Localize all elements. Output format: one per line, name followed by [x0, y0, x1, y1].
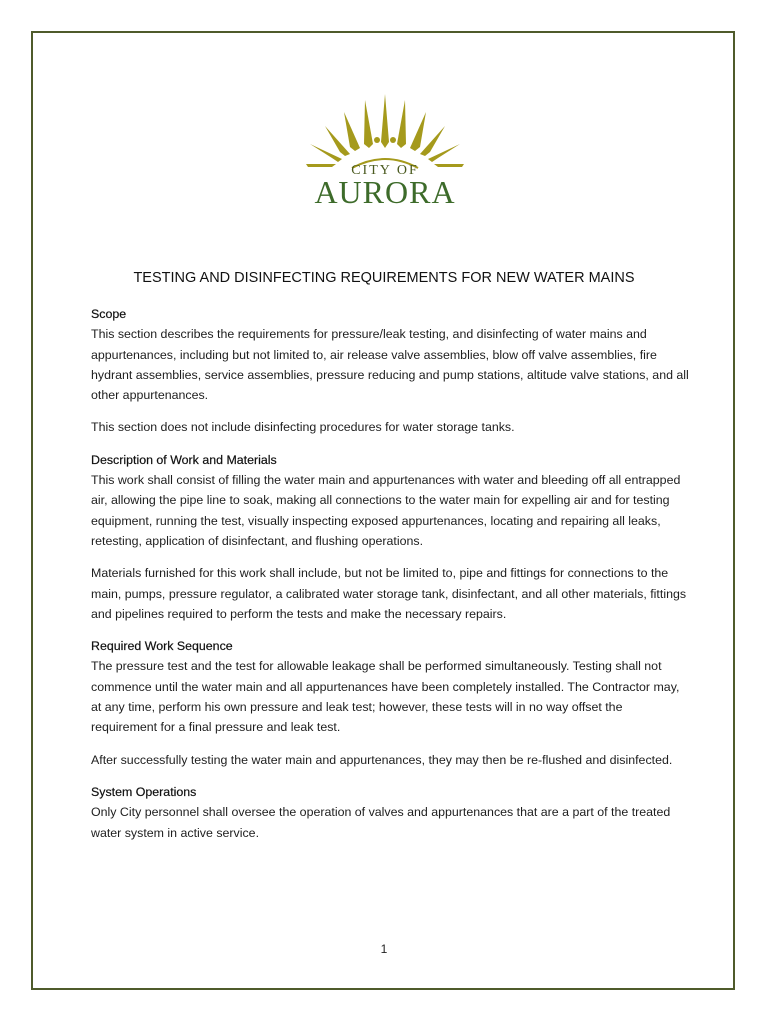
paragraph: The pressure test and the test for allowable leakage shall be performed simultaneously. Testing shall not commence until the water main and all appurtenances have been completely installed. The Contractor may, at any time, perform his own pressure and leak test; however, these tests will in no way offset the requirement for a final pressure and leak test.	[91, 659, 680, 735]
section-heading: System Operations	[91, 784, 197, 799]
section-description-of-work	[91, 450, 691, 624]
paragraph: Materials furnished for this work shall include, but not be limited to, pipe and fittings for connections to the main, pumps, pressure regulator, a calibrated water storage tank, disinfectant, and all other materials, fittings and pipelines required to perform the tests and make the necessary repairs.	[91, 566, 687, 621]
section-required-work-sequence	[91, 636, 691, 770]
sunburst-icon	[292, 92, 478, 172]
document-title: TESTING AND DISINFECTING REQUIREMENTS FOR NEW WATER MAINS	[133, 270, 635, 286]
section-system-operations	[91, 782, 691, 843]
paragraph: This work shall consist of filling the water main and appurtenances with water and bleeding off all entrapped air, allowing the pipe line to soak, making all connections to the water main for expelling air and for testing equipment, running the test, visually inspecting exposed appurtenances, locating and repairing all leaks, retesting, application of disinfectant, and flushing operations.	[91, 473, 681, 548]
logo-aurora-text: AURORA	[314, 174, 456, 210]
section-scope	[91, 304, 691, 438]
page-number: 1	[380, 942, 388, 956]
paragraph: Only City personnel shall oversee the operation of valves and appurtenances that are a part of the treated water system in active service.	[91, 805, 671, 840]
paragraph: This section does not include disinfecting procedures for water storage tanks.	[91, 420, 515, 435]
logo-city-of-text: CITY OF	[351, 163, 419, 178]
paragraph: This section describes the requirements for pressure/leak testing, and disinfecting of water mains and appurtenances, including but not limited to, air release valve assemblies, blow off valve assemblies, fire hydrant assemblies, service assemblies, pressure reducing and pump stations, altitude valve stations, and all other appurtenances.	[91, 327, 689, 403]
section-heading: Description of Work and Materials	[91, 452, 277, 467]
section-heading: Required Work Sequence	[91, 639, 233, 654]
paragraph: After successfully testing the water main and appurtenances, they may then be re-flushed and disinfected.	[91, 752, 673, 767]
document-body	[91, 304, 691, 855]
city-of-aurora-logo	[292, 92, 478, 210]
section-heading: Scope	[91, 307, 127, 321]
